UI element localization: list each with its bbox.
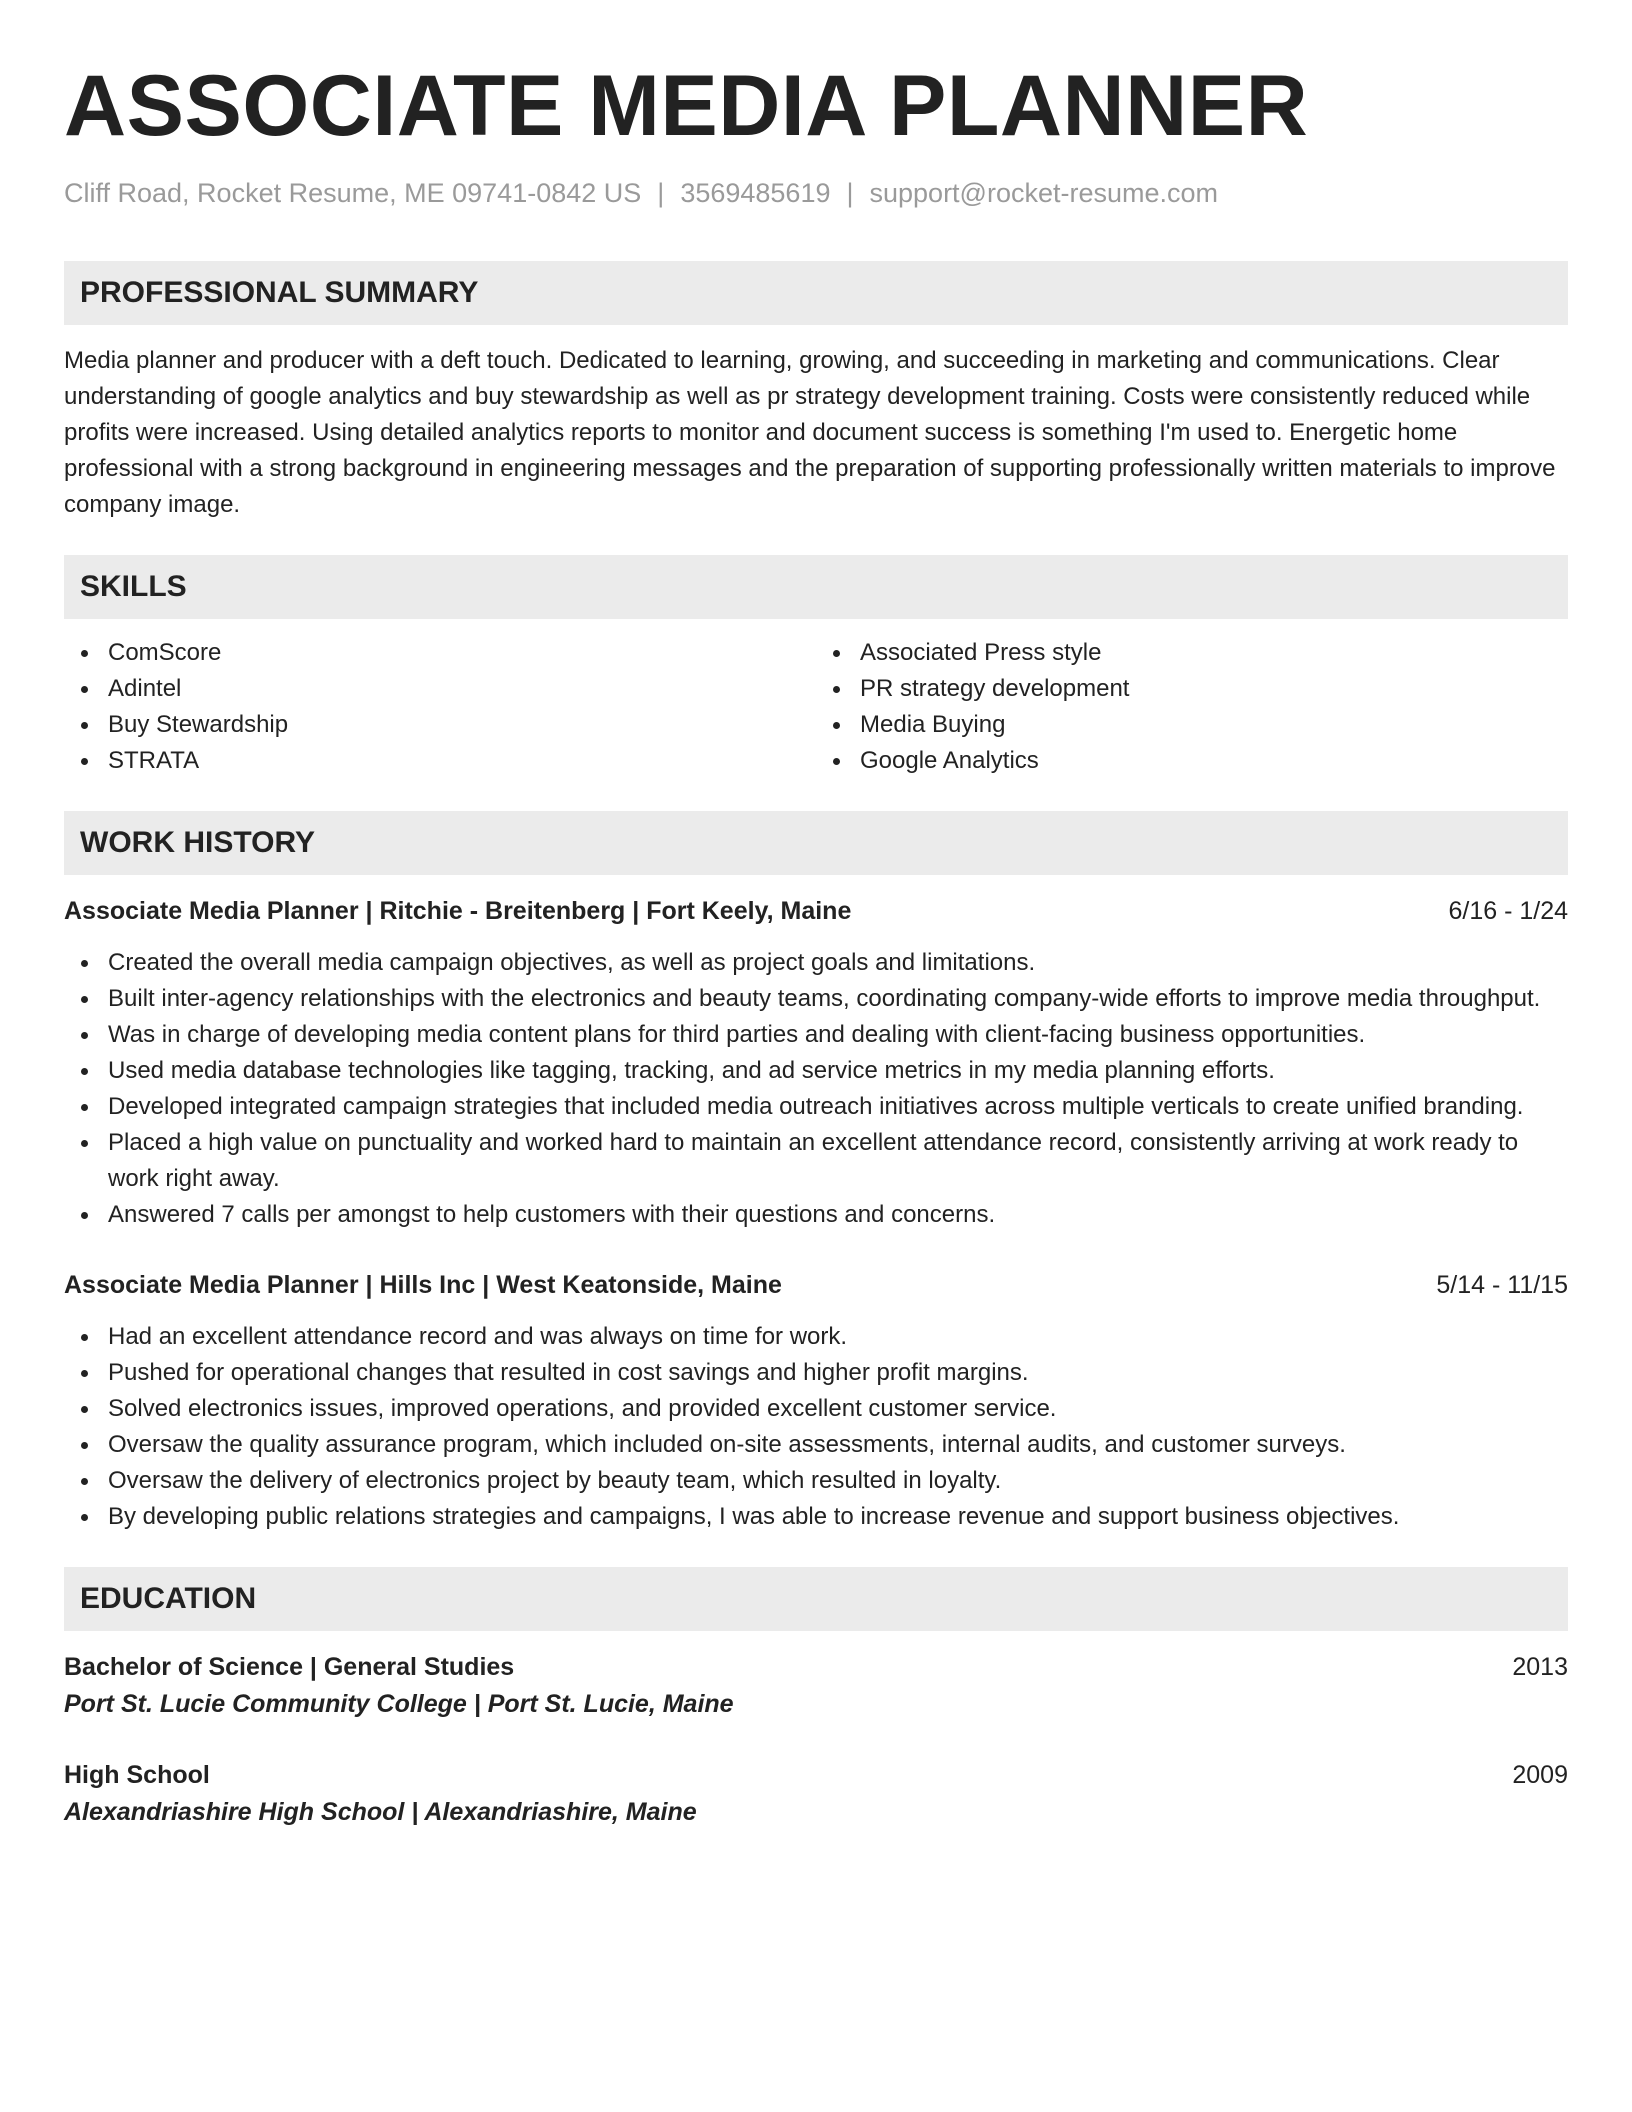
list-item: By developing public relations strategies and campaigns, I was able to increase revenue and support business objectives. xyxy=(64,1499,1568,1535)
section-heading-work: WORK HISTORY xyxy=(64,811,1568,875)
education-header xyxy=(64,1649,1568,1685)
job-bullets xyxy=(64,945,1568,1233)
skill-item: Google Analytics xyxy=(816,743,1568,779)
skills-column-left xyxy=(64,635,816,779)
education-entry xyxy=(64,1757,1568,1831)
list-item: Answered 7 calls per amongst to help customers with their questions and concerns. xyxy=(64,1197,1568,1233)
section-heading-education: EDUCATION xyxy=(64,1567,1568,1631)
summary-section xyxy=(64,261,1568,523)
job-entry xyxy=(64,893,1568,1233)
skills-column-right xyxy=(816,635,1568,779)
skill-item: ComScore xyxy=(64,635,816,671)
page-title: ASSOCIATE MEDIA PLANNER xyxy=(64,58,1309,154)
list-item: Built inter-agency relationships with the electronics and beauty teams, coordinating company-wide efforts to improve media throughput. xyxy=(64,981,1568,1017)
education-degree: Bachelor of Science | General Studies xyxy=(64,1653,515,1681)
job-dates: 6/16 - 1/24 xyxy=(1448,897,1568,925)
work-history-section xyxy=(64,811,1568,1535)
list-item: Had an excellent attendance record and was always on time for work. xyxy=(64,1319,1568,1355)
job-entry xyxy=(64,1267,1568,1535)
contact-email: support@rocket-resume.com xyxy=(869,178,1219,208)
education-section xyxy=(64,1567,1568,1831)
skill-item: Buy Stewardship xyxy=(64,707,816,743)
list-item: Developed integrated campaign strategies that included media outreach initiatives across multiple verticals to create unified branding. xyxy=(64,1089,1568,1125)
contact-phone: 3569485619 xyxy=(680,178,831,208)
skills-columns xyxy=(64,635,1568,779)
skill-item: PR strategy development xyxy=(816,671,1568,707)
skills-section xyxy=(64,555,1568,779)
contact-separator: | xyxy=(657,178,665,208)
skill-item: STRATA xyxy=(64,743,816,779)
contact-address: Cliff Road, Rocket Resume, ME 09741-0842 US xyxy=(64,178,642,208)
job-title: Associate Media Planner | Hills Inc | West Keatonside, Maine xyxy=(64,1271,782,1299)
education-header xyxy=(64,1757,1568,1793)
list-item: Solved electronics issues, improved operations, and provided excellent customer service. xyxy=(64,1391,1568,1427)
job-title: Associate Media Planner | Ritchie - Breitenberg | Fort Keely, Maine xyxy=(64,897,852,925)
list-item: Pushed for operational changes that resulted in cost savings and higher profit margins. xyxy=(64,1355,1568,1391)
education-school: Alexandriashire High School | Alexandriashire, Maine xyxy=(64,1798,697,1826)
skill-item: Adintel xyxy=(64,671,816,707)
list-item: Placed a high value on punctuality and worked hard to maintain an excellent attendance record, consistently arriving at work ready to work right away. xyxy=(64,1125,1568,1197)
education-entry xyxy=(64,1649,1568,1723)
list-item: Used media database technologies like tagging, tracking, and ad service metrics in my media planning efforts. xyxy=(64,1053,1568,1089)
list-item: Oversaw the delivery of electronics project by beauty team, which resulted in loyalty. xyxy=(64,1463,1568,1499)
section-heading-summary: PROFESSIONAL SUMMARY xyxy=(64,261,1568,325)
job-dates: 5/14 - 11/15 xyxy=(1436,1271,1568,1299)
job-header xyxy=(64,893,1568,929)
education-year: 2009 xyxy=(1512,1761,1568,1789)
education-degree: High School xyxy=(64,1761,210,1789)
section-heading-skills: SKILLS xyxy=(64,555,1568,619)
list-item: Oversaw the quality assurance program, which included on-site assessments, internal audits, and customer surveys. xyxy=(64,1427,1568,1463)
skill-item: Media Buying xyxy=(816,707,1568,743)
education-year: 2013 xyxy=(1512,1653,1568,1681)
contact-line xyxy=(64,176,1568,210)
job-header xyxy=(64,1267,1568,1303)
summary-text: Media planner and producer with a deft touch. Dedicated to learning, growing, and succeeding in marketing and communications. Clear understanding of google analytics and buy stewardship as well as pr strategy development training. Costs were consistently reduced while profits were increased. Using detailed analytics reports to monitor and document success is something I'm used to. Energetic home professional with a strong background in engineering messages and the preparation of supporting professionally written materials to improve company image. xyxy=(64,347,1556,518)
job-bullets xyxy=(64,1319,1568,1535)
list-item: Created the overall media campaign objectives, as well as project goals and limitations. xyxy=(64,945,1568,981)
skill-item: Associated Press style xyxy=(816,635,1568,671)
education-school: Port St. Lucie Community College | Port St. Lucie, Maine xyxy=(64,1690,734,1718)
contact-separator: | xyxy=(846,178,854,208)
list-item: Was in charge of developing media content plans for third parties and dealing with client-facing business opportunities. xyxy=(64,1017,1568,1053)
